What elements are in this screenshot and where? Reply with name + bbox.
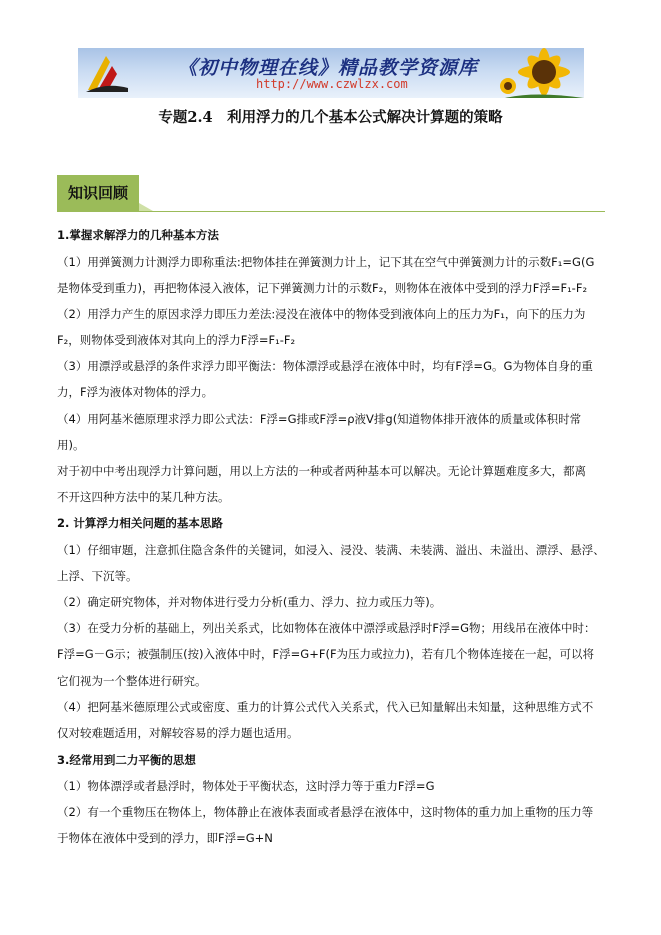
text-line: （2）有一个重物压在物体上，物体静止在液体表面或者悬浮在液体中，这时物体的重力加上重物的压力等 (57, 805, 594, 819)
text-line: （3）用漂浮或悬浮的条件求浮力即平衡法：物体漂浮或悬浮在液体中时，均有F浮=G。G为物体自身的重 (57, 359, 593, 373)
text-line: （1）物体漂浮或者悬浮时，物体处于平衡状态，这时浮力等于重力F浮=G (57, 779, 435, 793)
text-line: （3）在受力分析的基础上，列出关系式，比如物体在液体中漂浮或悬浮时F浮=G物；用线吊在液体中时： (57, 621, 596, 635)
logo-icon (84, 52, 130, 94)
text-line: 它们视为一个整体进行研究。 (57, 674, 207, 688)
text-line: （2）确定研究物体，并对物体进行受力分析(重力、浮力、拉力或压力等)。 (57, 595, 442, 609)
heading-line: 1.掌握求解浮力的几种基本方法 (57, 228, 219, 242)
banner-url: http://www.czwlzx.com (256, 77, 408, 91)
heading-line: 2. 计算浮力相关问题的基本思路 (57, 516, 223, 530)
text-line: 不开这四种方法中的某几种方法。 (57, 490, 230, 504)
heading-line: 3.经常用到二力平衡的思想 (57, 753, 196, 767)
document-title: 专题2.4 利用浮力的几个基本公式解决计算题的策略 (158, 109, 503, 126)
text-line: F₂，则物体受到液体对其向上的浮力F浮=F₁-F₂ (57, 333, 296, 347)
section-heading-notch (139, 203, 153, 211)
text-line: （4）把阿基米德原理公式或密度、重力的计算公式代入关系式，代入已知量解出未知量，这种思维方式不 (57, 700, 594, 714)
text-line: 力，F浮为液体对物体的浮力。 (57, 385, 214, 399)
text-line: 是物体受到重力)，再把物体浸入液体，记下弹簧测力计的示数F₂，则物体在液体中受到的浮力F浮=F₁-F₂ (57, 281, 588, 295)
text-line: 上浮、下沉等。 (57, 569, 138, 583)
section-heading: 知识回顾 (57, 175, 139, 211)
section-divider (57, 211, 605, 212)
text-line: 仅对较难题适用，对解较容易的浮力题也适用。 (57, 726, 299, 740)
text-line: （1）仔细审题，注意抓住隐含条件的关键词，如浸入、浸没、装满、未装满、溢出、未溢出、漂浮、悬浮、 (57, 543, 605, 557)
text-line: 于物体在液体中受到的浮力，即F浮=G+N (57, 831, 273, 845)
sunflower-icon (498, 48, 584, 98)
text-line: 用)。 (57, 438, 85, 452)
text-line: （2）用浮力产生的原因求浮力即压力差法:浸没在液体中的物体受到液体向上的压力为F₁，向下的压力为 (57, 307, 586, 321)
text-line: 对于初中中考出现浮力计算问题，用以上方法的一种或者两种基本可以解决。无论计算题难度多大，都离 (57, 464, 586, 478)
text-line: （4）用阿基米德原理求浮力即公式法：F浮=G排或F浮=ρ液V排g(知道物体排开液体的质量或体积时常 (57, 412, 582, 426)
header-banner (78, 48, 584, 98)
banner-title: 《初中物理在线》精品教学资源库 (178, 57, 479, 79)
text-line: F浮=G－G示；被强制压(按)入液体中时，F浮=G+F(F为压力或拉力)，若有几个物体连接在一起，可以将 (57, 647, 595, 661)
text-line: （1）用弹簧测力计测浮力即称重法:把物体挂在弹簧测力计上，记下其在空气中弹簧测力计的示数F₁=G(G (57, 255, 595, 269)
